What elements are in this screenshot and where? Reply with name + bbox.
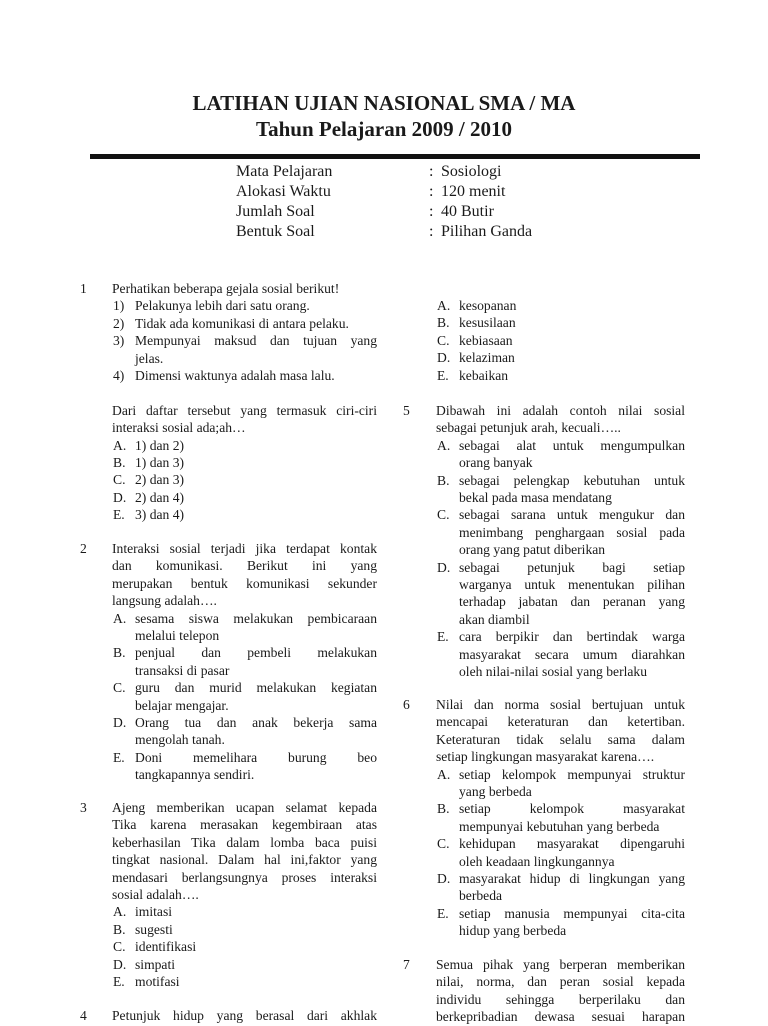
answer-option: setiap kelompok mempunyai struktur [459,766,685,782]
answer-option: akan diambil [459,611,530,627]
answer-option: bekal pada masa mendatang [459,490,612,505]
answer-option-label: A. [113,610,127,626]
statement-item-label: 4) [113,368,125,383]
statement-item: jelas. [135,350,164,366]
question-text: Dibawah ini adalah contoh nilai sosial [436,403,685,418]
info-value: Pilihan Ganda [441,223,533,240]
answer-option-label: B. [113,645,126,661]
answer-option: sugesti [135,921,173,937]
question-text: Nilai dan norma sosial bertujuan untuk [436,697,685,712]
answer-option-label: A. [113,437,127,453]
answer-option: kehidupan masyarakat dipengaruhi [459,836,685,852]
info-value: 120 menit [441,183,506,200]
answer-option-label: A. [437,437,451,453]
answer-option-label: D. [437,559,451,575]
question-number: 1 [80,281,87,296]
answer-option-label: B. [113,455,126,470]
answer-option: kebiasaan [459,332,513,348]
question-text: interaksi sosial ada;ah… [112,420,246,436]
answer-option-label: B. [437,315,450,331]
answer-option: hidup yang berbeda [459,923,567,939]
exam-title: LATIHAN UJIAN NASIONAL SMA / MA [192,91,576,115]
question-text: dan komunikasi. Berikut ini yang [112,558,377,574]
answer-option-label: A. [437,766,451,782]
question-text: Keteraturan tidak selalu sama dalam [436,731,685,747]
info-colon: : [429,223,434,240]
info-label: Alokasi Waktu [236,183,331,200]
answer-option: kesusilaan [459,315,516,331]
question-text: Tika karena merasakan kegembiraan atas [112,817,377,833]
info-value: 40 Butir [441,203,494,220]
answer-option: identifikasi [135,939,197,955]
question-text: sebagai petunjuk arah, kecuali….. [436,420,621,436]
answer-option-label: C. [437,507,450,523]
answer-option-label: C. [113,472,126,488]
statement-item: Pelakunya lebih dari satu orang. [135,298,310,314]
answer-option: cara berpikir dan bertindak warga [459,629,685,645]
answer-option: 2) dan 4) [135,489,185,505]
answer-option: transaksi di pasar [135,662,230,678]
answer-option-label: D. [437,350,451,366]
question-text: setiap lingkungan masyarakat karena…. [436,749,655,765]
answer-option: sesama siswa melakukan pembicaraan [135,610,377,626]
answer-option-label: C. [437,332,450,348]
question-text: individu sehingga berperilaku dan [436,991,685,1007]
answer-option-label: D. [437,871,451,886]
answer-option-label: C. [113,939,126,955]
answer-option: mempunyai kebutuhan yang berbeda [459,818,660,834]
info-value: Sosiologi [441,163,502,180]
answer-option: tangkapannya sendiri. [135,767,255,783]
answer-option: kelaziman [459,350,515,366]
question-number: 4 [80,1008,87,1023]
answer-option-label: E. [113,507,125,523]
answer-option: oleh nilai-nilai sosial yang berlaku [459,664,647,679]
answer-option: Doni memelihara burung beo [135,749,377,765]
statement-item: Mempunyai maksud dan tujuan yang [135,333,377,349]
answer-option: terhadap jabatan dan peranan yang [459,594,685,610]
answer-option-label: D. [113,489,127,505]
statement-item: Tidak ada komunikasi di antara pelaku. [135,315,349,331]
statement-item-label: 2) [113,315,125,331]
question-text: Ajeng memberikan ucapan selamat kepada [112,800,377,815]
answer-option: oleh keadaan lingkungannya [459,853,615,869]
answer-option-label: E. [113,749,125,765]
answer-option: simpati [135,956,176,972]
question-text: Perhatikan beberapa gejala sosial berikut! [112,281,340,296]
statement-item: Dimensi waktunya adalah masa lalu. [135,368,335,383]
answer-option-label: B. [437,472,450,488]
question-text: mencapai keteraturan dan ketertiban. [436,714,685,730]
answer-option-label: D. [113,715,127,730]
header-divider [90,154,700,159]
answer-option: setiap manusia mempunyai cita-cita [459,905,685,921]
answer-option: sebagai sarana untuk mengukur dan [459,507,685,523]
info-colon: : [429,163,434,180]
answer-option: kebaikan [459,367,509,383]
question-text: tingkat nasional. Dalam hal ini,faktor yang [112,852,377,868]
answer-option-label: E. [437,629,449,645]
question-text: berkepribadian dewasa sesuai harapan [436,1009,685,1025]
answer-option: masyarakat secara umum diarahkan [459,646,685,662]
info-label: Bentuk Soal [236,223,315,240]
question-number: 3 [80,800,87,815]
question-text: Interaksi sosial terjadi jika terdapat kontak [112,541,377,556]
question-text: langsung adalah…. [112,593,217,609]
answer-option: mengolah tanah. [135,732,225,748]
answer-option: menimbang penghargaan sosial pada [459,524,685,540]
answer-option: sebagai petunjuk bagi setiap [459,559,685,575]
answer-option-label: B. [113,921,126,937]
question-text: merupakan bentuk komunikasi sekunder [112,575,377,591]
answer-option: guru dan murid melakukan kegiatan [135,680,377,696]
question-number: 2 [80,541,87,556]
question-text: keberhasilan Tika dalam lomba baca puisi [112,834,377,850]
answer-option: sebagai alat untuk mengumpulkan [459,437,685,453]
question-text: Petunjuk hidup yang berasal dari akhlak [112,1008,377,1023]
answer-option-label: C. [113,680,126,696]
answer-option-label: A. [113,904,127,920]
answer-option: 2) dan 3) [135,472,185,488]
statement-item-label: 1) [113,298,125,314]
answer-option-label: E. [437,905,449,921]
question-number: 6 [403,697,410,712]
answer-option: 1) dan 2) [135,437,185,453]
answer-option: imitasi [135,904,173,920]
answer-option-label: A. [437,298,451,313]
answer-option: setiap kelompok masyarakat [459,801,685,817]
question-text: nilai, norma, dan peran sosial kepada [436,974,685,990]
info-label: Jumlah Soal [236,203,315,220]
answer-option: 1) dan 3) [135,455,185,470]
answer-option: orang yang patut diberikan [459,542,606,558]
answer-option: motifasi [135,974,180,989]
answer-option: yang berbeda [459,784,532,799]
answer-option: Orang tua dan anak bekerja sama [135,715,377,730]
answer-option: 3) dan 4) [135,507,185,523]
answer-option: kesopanan [459,298,517,313]
question-text: mendasari berlangsungnya proses interaksi [112,869,377,885]
answer-option-label: C. [437,836,450,852]
answer-option: orang banyak [459,455,533,471]
question-number: 7 [403,957,410,972]
statement-item-label: 3) [113,333,125,349]
info-label: Mata Pelajaran [236,163,333,180]
answer-option-label: B. [437,801,450,817]
answer-option: melalui telepon [135,628,220,643]
question-text: Dari daftar tersebut yang termasuk ciri-ciri [112,402,377,418]
answer-option: belajar mengajar. [135,697,229,713]
answer-option: penjual dan pembeli melakukan [135,645,377,661]
answer-option: warganya untuk menentukan pilihan [459,577,685,592]
answer-option: berbeda [459,888,503,904]
answer-option-label: E. [113,974,125,989]
answer-option: sebagai pelengkap kebutuhan untuk [459,472,685,488]
info-colon: : [429,183,434,200]
info-colon: : [429,203,434,220]
question-number: 5 [403,403,410,418]
question-text: sosial adalah…. [112,887,199,902]
question-text: Semua pihak yang berperan memberikan [436,957,685,972]
answer-option: masyarakat hidup di lingkungan yang [459,871,685,886]
answer-option-label: D. [113,956,127,972]
answer-option-label: E. [437,367,449,383]
exam-subtitle: Tahun Pelajaran 2009 / 2010 [256,117,512,141]
